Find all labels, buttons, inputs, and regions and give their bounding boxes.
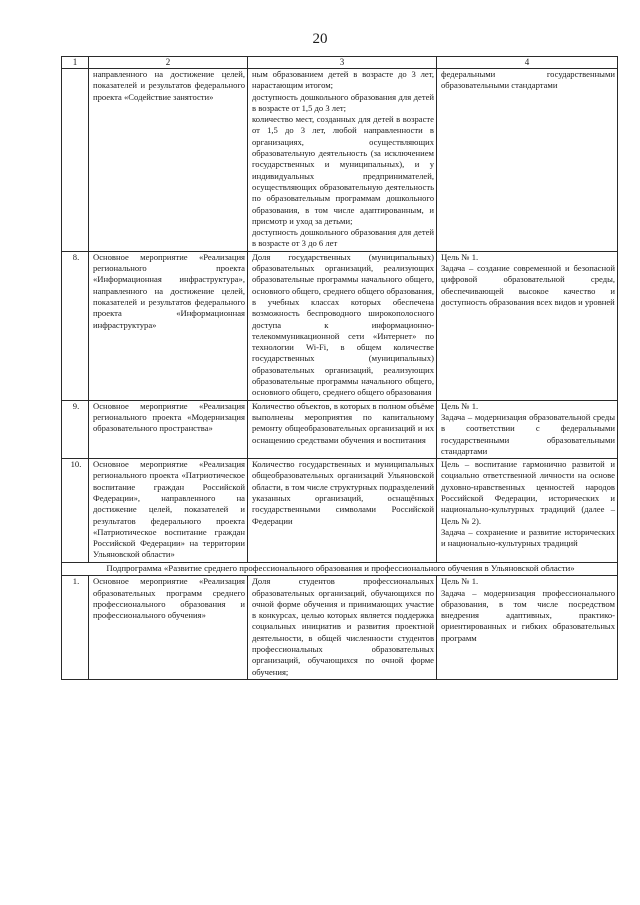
indicators-cell	[248, 400, 437, 458]
indicator-text: Количество государственных и муниципальных общеобразовательных организаций Ульяновской области, в том числе структурных подразделений указанных организаций, оснащённых государственными символами Российской Федерации	[252, 459, 434, 526]
header-col-3: 3	[248, 57, 437, 69]
indicator-text: количество мест, созданных для детей в возрасте от 1,5 до 3 лет, любой направленности в организациях, осуществляющих образовательную деятельность (за исключением государственных и муниципальных), и у индивидуальных предпринимателей, осуществляющих образовательную деятельность по образовательным программам дошкольного образования, в том числе адаптированным, и присмотр и уход за детьми;	[252, 114, 434, 226]
row-number: 1.	[62, 576, 89, 680]
goals-cell	[437, 69, 618, 252]
table-row	[62, 251, 618, 400]
goals-cell	[437, 251, 618, 400]
table-header-row	[62, 57, 618, 69]
goals-cell	[437, 400, 618, 458]
goal-text: Задача – модернизация образовательной среды в соответствии с федеральными государственными образовательными стандартами	[441, 411, 615, 456]
indicator-text: Доля государственных (муниципальных) образовательных организаций, реализующих образовательные программы начального общего, основного общего, среднего общего образования, в учебных классах которых обеспечена возможность беспроводного широкополосного доступа к информационно-телекоммуникационной сети «Интернет» по технологии Wi-Fi, в общем количестве государственных (муниципальных) образовательных организаций, реализующих образовательные программы начального общего, основного общего, среднего общего образования	[252, 251, 434, 398]
row-number: 9.	[62, 400, 89, 458]
header-col-1: 1	[62, 57, 89, 69]
event-cell: Основное мероприятие «Реализация регионального проекта «Модернизация образовательного пространства»	[89, 400, 248, 458]
indicator-text: доступность дошкольного образования для детей в возрасте от 1,5 до 3 лет;	[252, 91, 434, 113]
goals-cell	[437, 576, 618, 680]
goal-text: Задача – создание современной и безопасной цифровой образовательной среды, обеспечивающей высокое качество и доступность образования всех видов и уровней	[441, 263, 615, 307]
goal-text: Задача – модернизация профессионального образования, в том числе посредством внедрения адаптивных, практико-ориентированных и гибких образовательных программ	[441, 587, 615, 643]
subprogram-title: Подпрограмма «Развитие среднего профессионального образования и профессионального обучения в Ульяновской области»	[62, 562, 618, 576]
indicator-text: ным образованием детей в возрасте до 3 лет, нарастающим итогом;	[252, 69, 434, 91]
goal-text: Цель № 1.	[441, 576, 479, 587]
indicators-cell	[248, 69, 437, 252]
event-cell: Основное мероприятие «Реализация регионального проекта «Патриотическое воспитание граждан Российской Федерации», направленного на достижение целей, показателей и результатов федерального проекта «Патриотическое воспитание граждан Российской Федерации» на территории Ульяновской области»	[89, 459, 248, 563]
indicators-cell	[248, 459, 437, 563]
table-row	[62, 459, 618, 563]
indicator-text: доступность дошкольного образования для детей в возрасте от 3 до 6 лет	[252, 227, 434, 249]
page-number: 20	[312, 31, 328, 47]
goal-text: Цель № 1.	[441, 251, 479, 262]
event-cell: Основное мероприятие «Реализация образовательных программ среднего профессионального образования и профессионального обучения»	[89, 576, 248, 680]
event-cell: Основное мероприятие «Реализация регионального проекта «Информационная инфраструктура», направленного на достижение целей, показателей и результатов федерального проекта «Информационная инфраструктура»	[89, 251, 248, 400]
goal-text: федеральными государственными образовательными стандартами	[441, 69, 615, 91]
goal-text: Цель № 1.	[441, 400, 479, 411]
table-row	[62, 400, 618, 458]
indicator-text: Количество объектов, в которых в полном объёме выполнены мероприятия по капитальному ремонту общеобразовательных организаций и их оснащению средствами обучения и воспитания	[252, 400, 434, 445]
goal-text: Задача – сохранение и развитие исторических и национально-культурных традиций	[441, 526, 615, 549]
row-number: 10.	[62, 459, 89, 563]
table-row	[62, 69, 618, 252]
row-number	[62, 69, 89, 252]
table-row	[62, 576, 618, 680]
event-cell: направленного на достижение целей, показателей и результатов федерального проекта «Содействие занятости»	[89, 69, 248, 252]
indicators-cell	[248, 576, 437, 680]
goal-text: Цель – воспитание гармонично развитой и социально ответственной личности на основе духовно-нравственных ценностей народов Российской Федерации, исторических и национально-культурных традиций (далее – Цель № 2).	[441, 459, 615, 526]
header-col-4: 4	[437, 57, 618, 69]
indicator-text: Доля студентов профессиональных образовательных организаций, обучающихся по очной форме обучения и принимающих участие в конкурсах, целью которых является поддержка социальных инициатив и развития проектной деятельности, в общей численности студентов профессиональных образовательных организаций, обучающихся по очной форме обучения;	[252, 576, 434, 677]
subprogram-row	[62, 562, 618, 576]
row-number: 8.	[62, 251, 89, 400]
indicators-cell	[248, 251, 437, 400]
program-events-table	[61, 56, 618, 680]
header-col-2: 2	[89, 57, 248, 69]
goals-cell	[437, 459, 618, 563]
